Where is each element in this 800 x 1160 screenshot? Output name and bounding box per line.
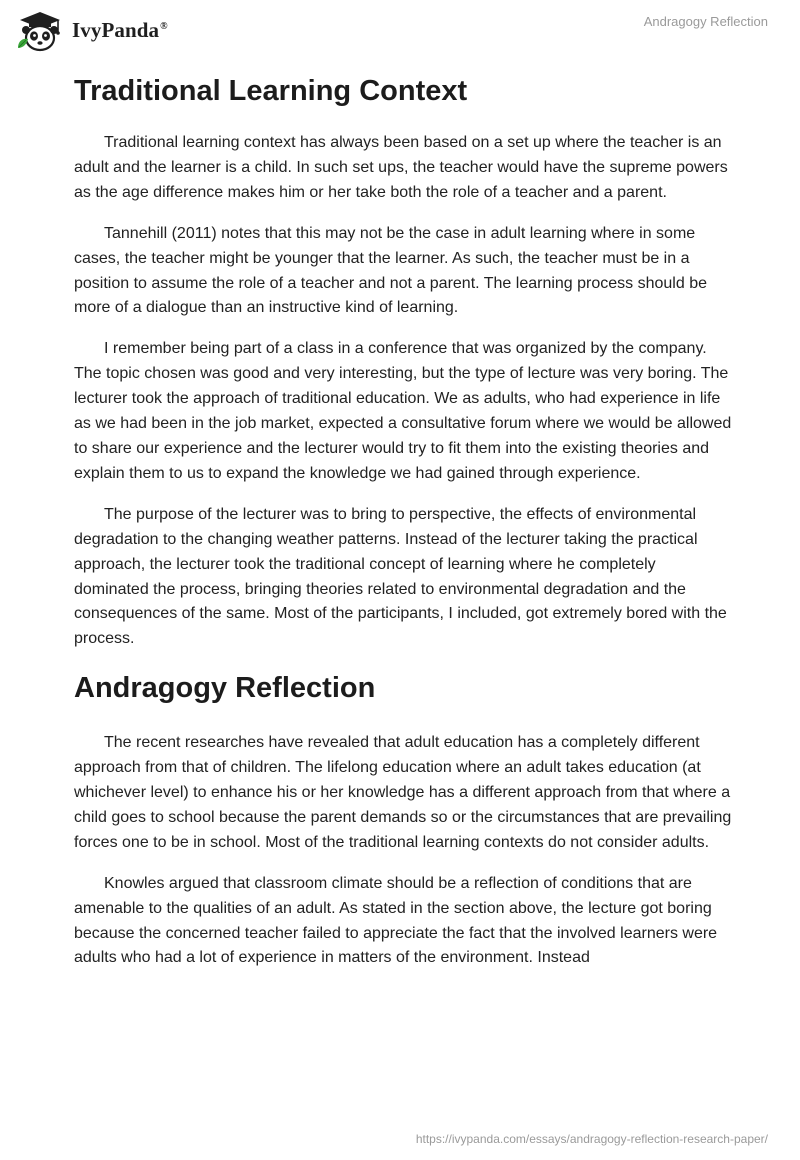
section-heading: Andragogy Reflection bbox=[74, 672, 376, 705]
registered-mark: ® bbox=[160, 20, 168, 32]
paragraph: Traditional learning context has always been based on a set up where the teacher is an adult and the learner is a child. In such set ups, the teacher would have the supreme powers as the age difference makes him or her take both the role of a teacher and a parent. bbox=[74, 134, 728, 201]
paragraph: The purpose of the lecturer was to bring to perspective, the effects of environmental degradation to the changing weather patterns. Instead of the lecturer taking the practical approach, the lecturer took the traditional concept of learning where he completely dominated the process, bringing theories related to environmental degradation and the consequences of the same. Most of the participants, I included, got extremely bored with the process. bbox=[74, 505, 727, 648]
panda-graduation-icon bbox=[14, 8, 66, 52]
source-url[interactable]: https://ivypanda.com/essays/andragogy-reflection-research-paper/ bbox=[415, 1132, 768, 1146]
page-header bbox=[0, 0, 800, 60]
paragraph: Knowles argued that classroom climate should be a reflection of conditions that are amenable to the qualities of an adult. As stated in the section above, the lecture got boring because the concerned teacher failed to appreciate the fact that the involved learners were adults who had a lot of experience in matters of the environment. Instead bbox=[74, 874, 718, 967]
section-heading: Traditional Learning Context bbox=[74, 75, 468, 107]
document-title: Andragogy Reflection bbox=[643, 14, 768, 29]
essay-body bbox=[74, 68, 734, 971]
paragraph: Tannehill (2011) notes that this may not be the case in adult learning where in some cases, the teacher might be younger that the learner. As such, the teacher must be in a position to assume the role of a teacher and not a parent. The learning process should be more of a dialogue than an instructive kind of learning. bbox=[74, 224, 707, 317]
paragraph: The recent researches have revealed that adult education has a completely different approach from that of children. The lifelong education where an adult takes education (at whichever level) to enhance his or her knowledge has a different approach from that where a child goes to school because the parent demands so or the circumstances that are prevailing forces one to be in school. Most of the traditional learning contexts do not consider adults. bbox=[74, 734, 732, 851]
brand-name: IvyPanda® bbox=[72, 17, 168, 42]
brand-logo[interactable] bbox=[14, 8, 168, 52]
paragraph: I remember being part of a class in a conference that was organized by the company. The topic chosen was good and very interesting, but the type of lecture was very boring. The lecturer took the approach of traditional education. We as adults, who had experience in life as we had been in the job market, expected a consultative forum where we would be allowed to share our experience and the lecturer would try to fit them into the existing theories and explain them to us to expand the knowledge we had gained through experience. bbox=[74, 340, 732, 482]
